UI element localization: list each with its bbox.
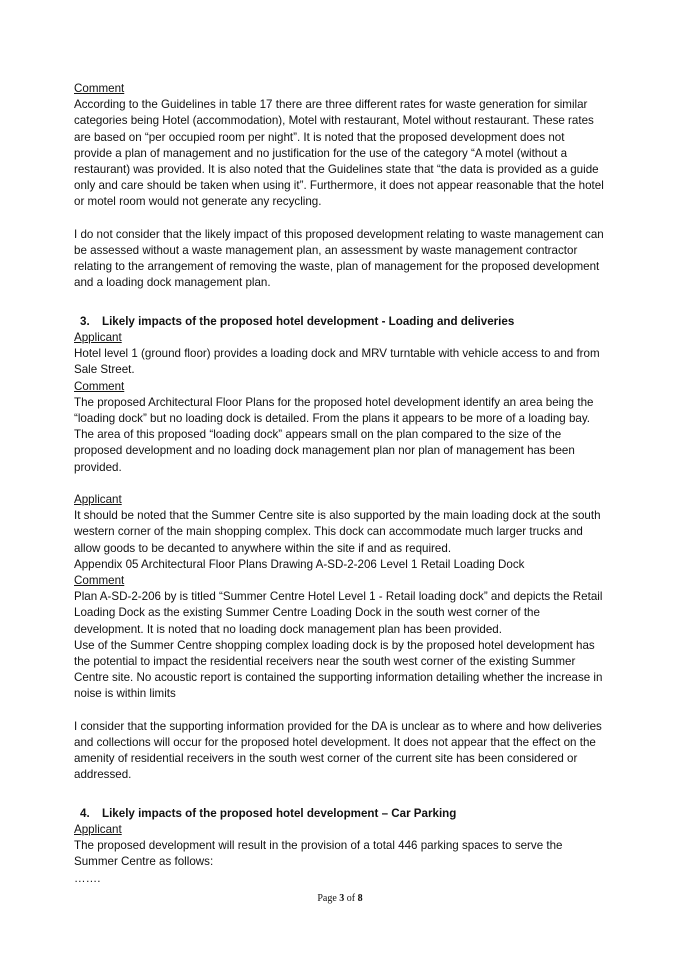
paragraph: It should be noted that the Summer Centre site is also supported by the main loading dock at the south western corner of the main shopping complex. This dock can accommodate much larger trucks and allow goods to be decanted to anywhere within the site if and as required. [74, 509, 601, 555]
section-label: Comment [74, 574, 125, 588]
footer-prefix: Page [317, 893, 340, 904]
section-heading [74, 314, 604, 330]
section-label: Applicant [74, 331, 122, 345]
paragraph: The proposed development will result in the provision of a total 446 parking spaces to serve the Summer Centre as follows: [74, 839, 563, 869]
paragraph: According to the Guidelines in table 17 there are three different rates for waste generation for similar categories being Hotel (accommodation), Motel with restaurant, Motel without restaurant. These rates are based on “per occupied room per night”. It is noted that the proposed development does not provide a plan of management and no justification for the use of the category “A motel (without a restaurant) was provided. It is also noted that the Guidelines state that “the data is provided as a guide only and care should be taken when using it”. Furthermore, it does not appear reasonable that the hotel or motel room would not generate any recycling. [74, 98, 604, 209]
section-heading [74, 806, 604, 822]
footer-current-page: 3 [339, 893, 345, 904]
paragraph-gap [74, 211, 604, 227]
page-footer [0, 893, 680, 904]
heading-text: Likely impacts of the proposed hotel development - Loading and deliveries [102, 314, 515, 328]
footer-total-pages: 8 [357, 893, 363, 904]
paragraph: Use of the Summer Centre shopping complex loading dock is by the proposed hotel development has the potential to impact the residential receivers near the south west corner of the existing Summer Centre site. No acoustic report is contained the supporting information detailing whether the increase in noise is within limits [74, 638, 603, 701]
heading-number: 3. [80, 314, 90, 328]
section-label: Comment [74, 82, 125, 95]
paragraph: I do not consider that the likely impact of this proposed development relating to waste management can be assessed without a waste management plan, an assessment by waste management contractor relating to the arrangement of removing the waste, plan of management for the proposed development and a loading dock management plan. [74, 227, 604, 290]
paragraph: I consider that the supporting information provided for the DA is unclear as to where and how deliveries and collections will occur for the proposed hotel development. It does not appear that the effect on the amenity of residential receivers in the south west corner of the current site has been considered or addressed. [74, 719, 602, 782]
paragraph: Plan A-SD-2-206 by is titled “Summer Centre Hotel Level 1 - Retail loading dock” and depicts the Retail Loading Dock as the existing Summer Centre Loading Dock in the south west corner of the development. It is noted that no loading dock management plan has been provided. [74, 590, 603, 636]
paragraph-gap [74, 784, 604, 800]
paragraph: Appendix 05 Architectural Floor Plans Drawing A-SD-2-206 Level 1 Retail Loading Dock [74, 557, 525, 571]
section-label: Comment [74, 379, 125, 393]
document-body [74, 81, 604, 887]
paragraph-gap [74, 292, 604, 308]
paragraph-gap [74, 476, 604, 492]
section-label: Applicant [74, 823, 122, 837]
section-label: Applicant [74, 493, 122, 507]
paragraph-gap [74, 703, 604, 719]
paragraph: Hotel level 1 (ground floor) provides a loading dock and MRV turntable with vehicle access to and from Sale Street. [74, 347, 600, 377]
paragraph: The proposed Architectural Floor Plans for the proposed hotel development identify an area being the “loading dock” but no loading dock is detailed. From the plans it appears to be more of a loading bay. The area of this proposed “loading dock” appears small on the plan compared to the size of the proposed development and no loading dock management plan nor plan of management has been provided. [74, 395, 594, 474]
footer-middle: of [344, 893, 358, 904]
heading-text: Likely impacts of the proposed hotel development – Car Parking [102, 806, 457, 820]
heading-number: 4. [80, 806, 90, 820]
paragraph: ……. [74, 871, 101, 885]
